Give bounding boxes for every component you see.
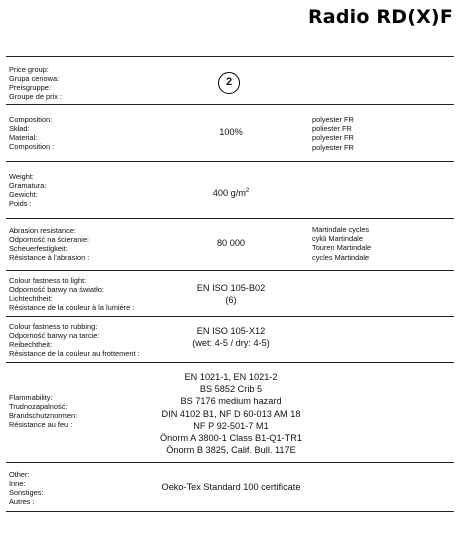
abrasion-value: 80 000 xyxy=(216,238,246,248)
flammability-standard: Önorm A 3800-1 Class B1-Q1-TR1 xyxy=(160,433,302,444)
light-fastness-value xyxy=(156,283,306,306)
label-en: Weight: xyxy=(9,172,34,181)
label-en: Colour fastness to light: xyxy=(9,276,87,285)
label-fr: Composition : xyxy=(9,142,55,151)
note-pl: cykli Martindale xyxy=(312,234,363,244)
weight-number: 400 g/m xyxy=(212,188,246,199)
label-fr: Résistance de la couleur au frottement : xyxy=(9,349,140,358)
spec-row-light-fastness xyxy=(6,270,454,316)
rubbing-fastness-standard: EN ISO 105-X12 xyxy=(196,326,266,336)
note-en: Martindale cycles xyxy=(312,225,370,234)
row-labels xyxy=(9,115,54,151)
label-de: Preisgruppe: xyxy=(9,83,51,92)
flammability-standard: Önorm B 3825, Calif. Bull. 117E xyxy=(166,445,296,456)
label-pl: Odporność barwy na światło: xyxy=(9,285,104,294)
other-value: Oeko-Tex Standard 100 certificate xyxy=(161,482,301,492)
flammability-standard: BS 5852 Crib 5 xyxy=(199,384,263,395)
label-de: Reibechtheit: xyxy=(9,340,53,349)
spec-table xyxy=(6,56,454,512)
note-fr: polyester FR xyxy=(312,142,354,152)
label-fr: Résistance au feu : xyxy=(9,420,73,429)
label-fr: Autres : xyxy=(9,497,35,506)
flammability-standard: BS 7176 medium hazard xyxy=(180,396,282,407)
page-title: Radio RD(X)F xyxy=(307,6,453,28)
composition-notes xyxy=(312,115,354,152)
label-pl: Odporność barwy na tarcie: xyxy=(9,331,100,340)
rubbing-fastness-grade: (wet: 4-5 / dry: 4-5) xyxy=(192,337,270,348)
abrasion-notes xyxy=(312,225,371,262)
flammability-standard: NF P 92-501-7 M1 xyxy=(193,420,269,431)
note-en: polyester FR xyxy=(312,115,354,124)
label-pl: Gramatura: xyxy=(9,181,47,190)
light-fastness-standard: EN ISO 105-B02 xyxy=(196,283,266,293)
spec-row-rubbing-fastness xyxy=(6,316,454,362)
row-labels xyxy=(9,172,46,208)
spec-row-other xyxy=(6,462,454,512)
note-fr: cycles Martindale xyxy=(312,252,370,262)
spec-row-composition xyxy=(6,104,454,161)
price-group-badge: 2 xyxy=(218,72,240,94)
row-labels xyxy=(9,470,44,506)
spec-row-flammability xyxy=(6,362,454,462)
label-pl: Skład: xyxy=(9,124,30,133)
label-de: Brandschutznormen: xyxy=(9,411,78,420)
flammability-standard: EN 1021-1, EN 1021-2 xyxy=(184,372,278,382)
label-en: Composition: xyxy=(9,115,53,124)
label-fr: Résistance à l'abrasion : xyxy=(9,253,90,262)
label-fr: Poids : xyxy=(9,199,32,208)
label-en: Other: xyxy=(9,470,30,479)
label-pl: Inne: xyxy=(9,479,26,488)
label-de: Lichtechtheit: xyxy=(9,294,53,303)
spec-row-price-group xyxy=(6,56,454,104)
spec-row-abrasion xyxy=(6,218,454,270)
weight-unit-exponent: 2 xyxy=(245,188,250,194)
row-labels xyxy=(9,226,89,262)
label-de: Scheuerfestigkeit: xyxy=(9,244,68,253)
flammability-standard: DIN 4102 B1, NF D 60-013 AM 18 xyxy=(161,408,301,419)
weight-value xyxy=(156,186,306,200)
row-labels xyxy=(9,322,140,358)
label-pl: Odporność na ścieranie: xyxy=(9,235,90,244)
label-en: Flammability: xyxy=(9,393,53,402)
flammability-value xyxy=(136,371,326,456)
spec-row-weight xyxy=(6,161,454,218)
label-de: Material: xyxy=(9,133,38,142)
label-en: Colour fastness to rubbing: xyxy=(9,322,98,331)
label-en: Price group: xyxy=(9,65,49,74)
row-labels xyxy=(9,65,62,101)
label-de: Sonstiges: xyxy=(9,488,44,497)
note-pl: poliester FR xyxy=(312,124,352,134)
label-pl: Grupa cenowa: xyxy=(9,74,60,83)
label-de: Gewicht: xyxy=(9,190,38,199)
row-labels xyxy=(9,276,134,312)
label-en: Abrasion resistance: xyxy=(9,226,76,235)
label-pl: Trudnozapalność: xyxy=(9,402,68,411)
rubbing-fastness-value xyxy=(156,326,306,349)
composition-value: 100% xyxy=(219,127,243,137)
light-fastness-grade: (6) xyxy=(225,294,237,305)
label-fr: Groupe de prix : xyxy=(9,92,62,101)
label-fr: Résistance de la couleur à la lumière : xyxy=(9,303,135,312)
note-de: Touren Martindale xyxy=(312,243,372,253)
row-labels xyxy=(9,393,77,429)
note-de: polyester FR xyxy=(312,133,354,143)
